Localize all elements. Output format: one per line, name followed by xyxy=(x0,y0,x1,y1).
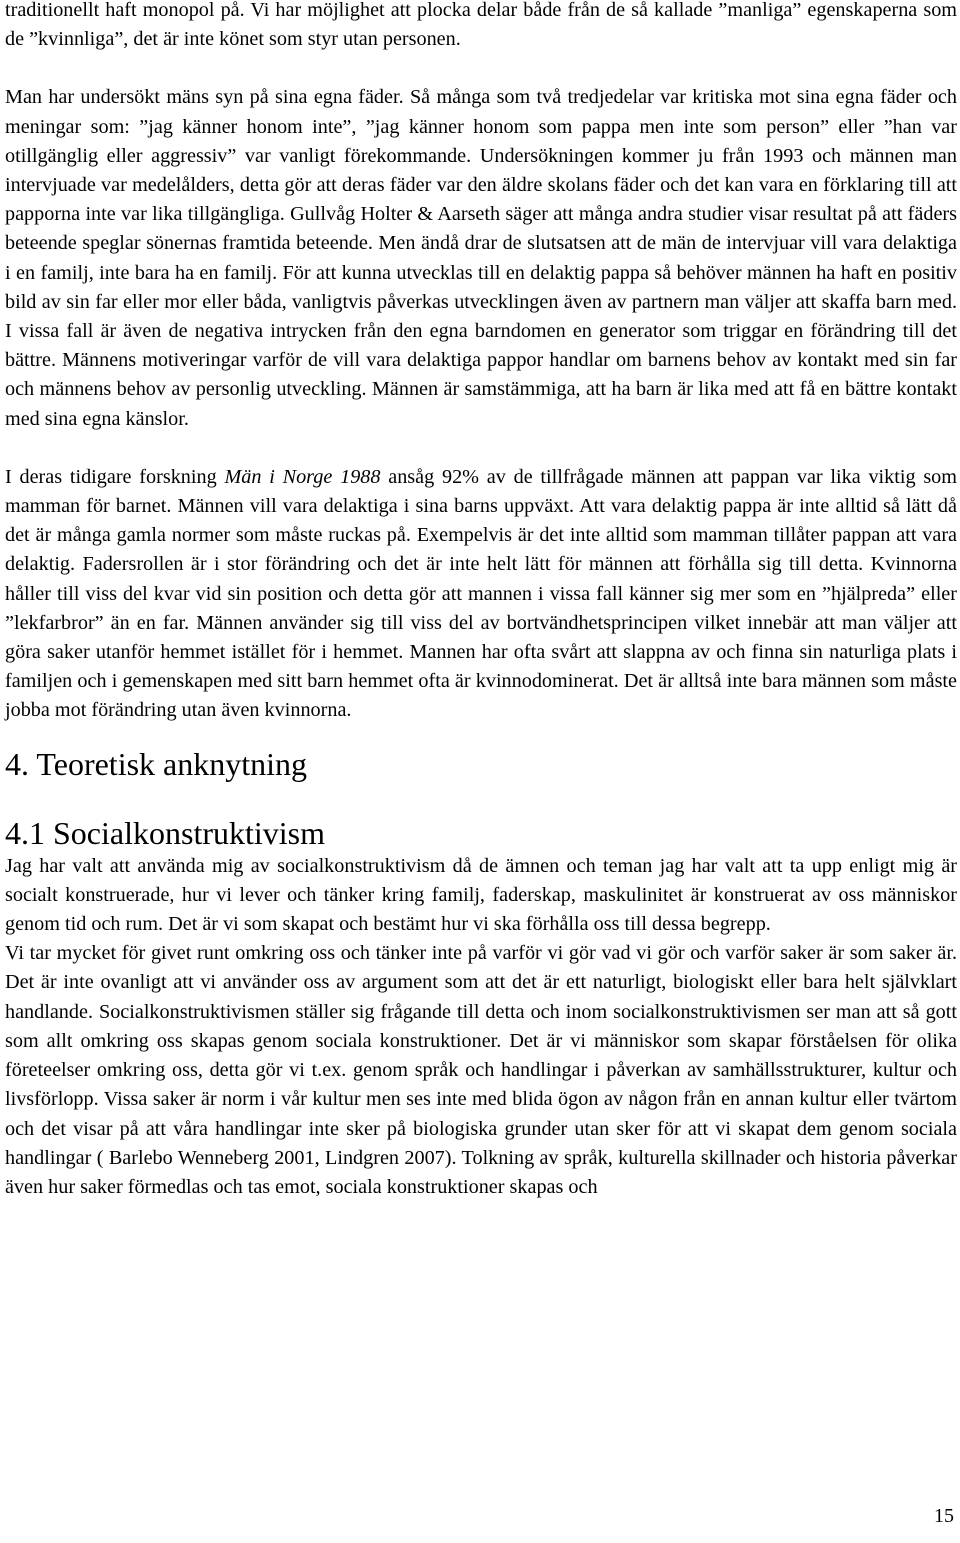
paragraph-previous-research xyxy=(5,463,957,726)
paragraph-previous-research-rest: ansåg 92% av de tillfrågade männen att pappan var lika viktig som mamman för barnet. Männen vill vara delaktiga i sina barns uppväxt. Att vara delaktig pappa är inte alltid så lätt då det är många gamla normer som måste ruckas på. Exempelvis är det inte alltid som mamman tillåter pappan att vara delaktig. Fadersrollen är i stor förändring och det är inte helt lätt för männen att förhålla sig till detta. Kvinnorna håller till viss del kvar vid sin position och detta gör att mannen i vissa fall känner sig mer som en ”hjälpreda” eller ”lekfarbror” än en far. Männen använder sig till viss del av bortvändhetsprincipen vilket innebär att man väljer att göra saker utanför hemmet istället för i hemmet. Mannen har ofta svårt att slappna av och finna sin naturliga plats i familjen och i gemenskapen med sitt barn hemmet ofta är kvinnodominerat. Det är alltså inte bara männen som måste jobba mot förändring utan även kvinnorna. xyxy=(5,465,957,722)
heading-section-4: 4. Teoretisk anknytning xyxy=(5,745,308,782)
study-title: Män i Norge 1988 xyxy=(224,465,381,488)
paragraph-fathers-study: Man har undersökt mäns syn på sina egna fäder. Så många som två tredjedelar var kritiska mot sina egna fäder och meningar som: ”jag känner honom inte”, ”jag känner honom som pappa men inte som person” eller ”han var otillgänglig eller aggressiv” var vanligt förekommande. Undersökningen kommer ju från 1993 och männen man intervjuade var medelålders, detta gör att deras fäder var den äldre skolans fäder och det kan vara en förklaring till att papporna inte var lika tillgängliga. Gullvåg Holter & Aarseth säger att många andra studier visar resultat på att fäders beteende speglar sönernas framtida beteende. Men ändå drar de slutsatsen att de män de intervjuar vill vara delaktiga i en familj, inte bara ha en familj. För att kunna utvecklas till en delaktig pappa så behöver männen ha haft en positiv bild av sin far eller mor eller båda, vanligtvis påverkas utvecklingen även av partnern man väljer att skaffa barn med. I vissa fall är även de negativa intrycken från den egna barndomen en generator som triggar en förändring till det bättre. Männens motiveringar varför de vill vara delaktiga pappor handlar om barnens behov av kontakt med sin far och männens behov av personlig utveckling. Männen är samstämmiga, att ha barn är lika med att få en bättre kontakt med sina egna känslor. xyxy=(5,86,957,430)
paragraph-intro: traditionellt haft monopol på. Vi har möjlighet att plocka delar både från de så kallade ”manliga” egenskaperna som de ”kvinnliga”, det är inte könet som styr utan personen. xyxy=(5,0,957,51)
paragraph-choice-of-theory: Jag har valt att använda mig av socialkonstruktivism då de ämnen och teman jag har valt att ta upp enligt mig är socialt konstruerade, hur vi lever och tänker kring familj, faderskap, maskulinitet är konstruerat av oss människor genom tid och rum. Det är vi som skapat och bestämt hur vi ska förhålla oss till dessa begrepp. xyxy=(5,854,957,936)
paragraph-social-constructivism: Vi tar mycket för givet runt omkring oss och tänker inte på varför vi gör vad vi gör och varför saker är som saker är. Det är inte ovanligt att vi använder oss av argument som att det är ett naturligt, biologiskt eller bara helt självklart handlande. Socialkonstruktivismen ställer sig frågande till detta och inom socialkonstruktivismen ser man att så gott som allt omkring oss skapas genom sociala konstruktioner. Det är vi människor som skapar förståelsen för olika företeelser omkring oss, detta gör vi t.ex. genom språk och handlingar i påverkan av samhällsstrukturer, kultur och livsförlopp. Vissa saker är norm i vår kultur men ses inte med blida ögon av någon från en annan kultur eller tvärtom och det visar på att våra handlingar inte sker på biologiska grunder utan sker för att vi skapat dem genom sociala handlingar ( Barlebo Wenneberg 2001, Lindgren 2007). Tolkning av språk, kulturella skillnader och historia påverkar även hur saker förmedlas och tas emot, sociala konstruktioner skapas och xyxy=(5,942,957,1198)
document-page xyxy=(5,0,957,1202)
page-number: 15 xyxy=(934,1505,954,1527)
paragraph-previous-research-start: I deras tidigare forskning xyxy=(5,465,225,488)
heading-section-4-1: 4.1 Socialkonstruktivism xyxy=(5,814,325,851)
